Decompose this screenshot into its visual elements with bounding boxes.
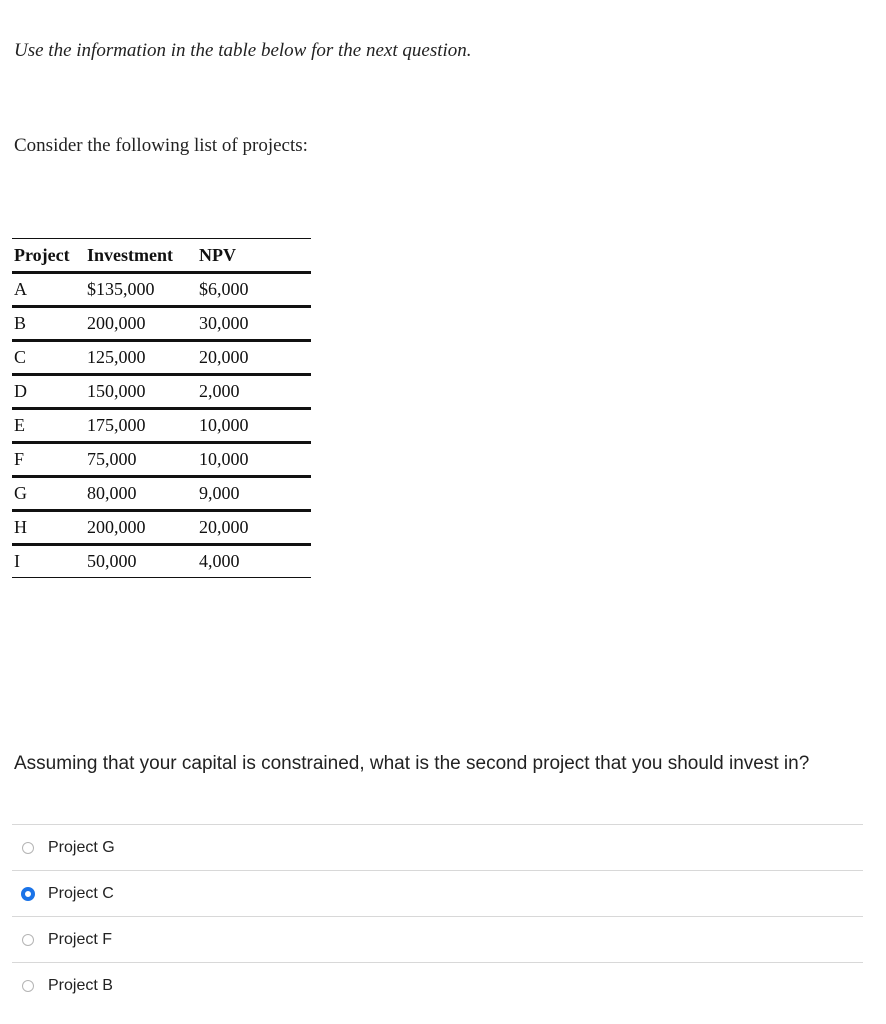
project-cell: B [12, 307, 85, 341]
table-row [12, 375, 311, 409]
answer-option-label: Project B [48, 976, 113, 994]
answer-option-project-f[interactable] [12, 916, 863, 962]
column-header-investment: Investment [85, 239, 197, 273]
npv-cell: 20,000 [197, 511, 311, 545]
npv-cell: 4,000 [197, 545, 311, 578]
npv-cell: 20,000 [197, 341, 311, 375]
investment-cell: $135,000 [85, 273, 197, 307]
table-row [12, 273, 311, 307]
column-header-npv: NPV [197, 239, 311, 273]
radio-button[interactable] [22, 980, 34, 992]
investment-cell: 200,000 [85, 511, 197, 545]
table-lead-text: Consider the following list of projects: [14, 135, 308, 156]
radio-button[interactable] [22, 842, 34, 854]
investment-cell: 150,000 [85, 375, 197, 409]
question-text: Assuming that your capital is constrained, what is the second project that you should invest in? [14, 753, 810, 774]
table-row [12, 477, 311, 511]
table-row [12, 307, 311, 341]
answer-option-project-c[interactable] [12, 870, 863, 916]
radio-button[interactable] [21, 887, 35, 901]
project-cell: C [12, 341, 85, 375]
table-header-row [12, 239, 311, 273]
answer-option-project-g[interactable] [12, 824, 863, 870]
npv-cell: 30,000 [197, 307, 311, 341]
table-row [12, 545, 311, 578]
project-cell: A [12, 273, 85, 307]
investment-cell: 50,000 [85, 545, 197, 578]
instructions-text: Use the information in the table below for the next question. [14, 40, 472, 61]
table-row [12, 409, 311, 443]
projects-table [12, 238, 311, 578]
project-cell: G [12, 477, 85, 511]
table-row [12, 443, 311, 477]
investment-cell: 200,000 [85, 307, 197, 341]
npv-cell: 2,000 [197, 375, 311, 409]
answer-option-project-b[interactable] [12, 962, 863, 1008]
radio-button[interactable] [22, 934, 34, 946]
project-cell: F [12, 443, 85, 477]
npv-cell: $6,000 [197, 273, 311, 307]
project-cell: D [12, 375, 85, 409]
npv-cell: 10,000 [197, 409, 311, 443]
answer-option-label: Project F [48, 930, 113, 948]
project-cell: E [12, 409, 85, 443]
table-row [12, 511, 311, 545]
npv-cell: 9,000 [197, 477, 311, 511]
investment-cell: 125,000 [85, 341, 197, 375]
investment-cell: 80,000 [85, 477, 197, 511]
project-cell: I [12, 545, 85, 578]
answer-option-label: Project G [48, 838, 115, 856]
answer-option-label: Project C [48, 884, 114, 902]
investment-cell: 175,000 [85, 409, 197, 443]
answer-options [12, 824, 863, 1008]
table-row [12, 341, 311, 375]
column-header-project: Project [12, 239, 85, 273]
project-cell: H [12, 511, 85, 545]
investment-cell: 75,000 [85, 443, 197, 477]
npv-cell: 10,000 [197, 443, 311, 477]
